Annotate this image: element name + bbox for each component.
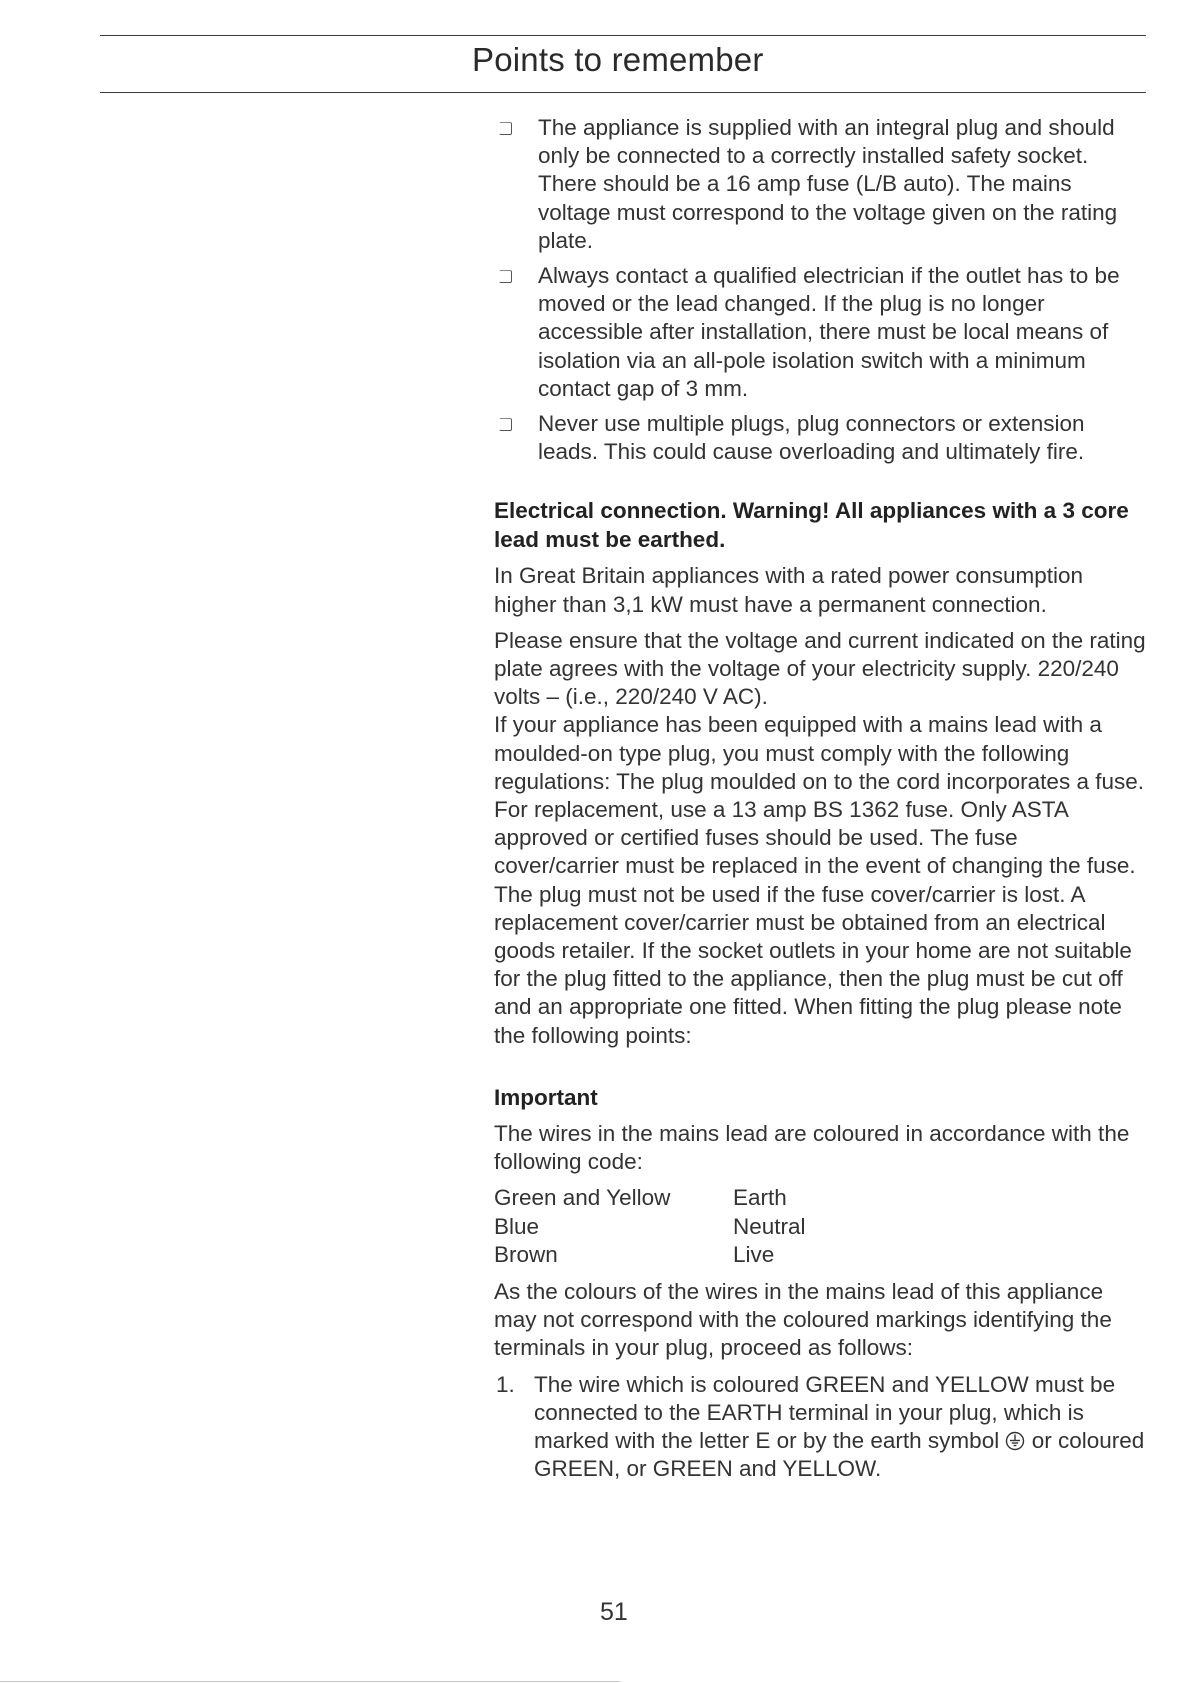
checkbox-bullet-icon xyxy=(499,122,512,135)
numbered-step xyxy=(494,1371,1146,1484)
wire-terminal: Live xyxy=(733,1241,775,1267)
page-number: 51 xyxy=(600,1598,628,1626)
voltage-paragraph: Please ensure that the voltage and current indicated on the rating plate agrees with the voltage of your electricity supply. 220/240 volts – (i.e., 220/240 V AC). xyxy=(494,627,1146,710)
page-title: Points to remember xyxy=(472,41,764,78)
electrical-connection-heading: Electrical connection. Warning! All appliances with a 3 core lead must be earthed. xyxy=(494,498,1129,553)
step-text-after: or coloured GREEN, or GREEN and YELLOW. xyxy=(534,1427,1145,1482)
bullet-text: The appliance is supplied with an integral plug and should only be connected to a correctly installed safety socket. There should be a 16 amp fuse (L/B auto). The mains voltage must correspond to the voltage given on the rating plate. xyxy=(538,115,1118,253)
main-content xyxy=(494,114,1146,1483)
checkbox-bullet-icon xyxy=(499,270,512,283)
wire-terminal: Earth xyxy=(733,1185,787,1211)
bullet-item xyxy=(494,114,1146,255)
wire-colour: Brown xyxy=(494,1241,558,1267)
bullet-text: Always contact a qualified electrician if the outlet has to be moved or the lead changed. If the plug is no longer accessible after installation, there must be local means of isolation via an all-pole isolation switch with a minimum contact gap of 3 mm. xyxy=(538,263,1120,401)
moulded-plug-paragraph: If your appliance has been equipped with a mains lead with a moulded-on type plug, you must comply with the following regulations: The plug moulded on to the cord incorporates a fuse. For replacement, use a 13 amp BS 1362 fuse. Only ASTA approved or certified fuses should be used. The fuse cover/carrier must be replaced in the event of changing the fuse. The plug must not be used if the fuse cover/carrier is lost. A replacement cover/carrier must be obtained from an electrical goods retailer. If the socket outlets in your home are not suitable for the plug fitted to the appliance, then the plug must be cut off and an appropriate one fitted. When fitting the plug please note the following points: xyxy=(494,712,1144,1048)
bullet-text: Never use multiple plugs, plug connectors or extension leads. This could cause overloading and ultimately fire. xyxy=(538,411,1085,465)
scan-edge-line xyxy=(0,1681,620,1682)
earth-symbol-icon xyxy=(1005,1431,1025,1451)
bullet-item xyxy=(494,262,1146,403)
step-text-before: The wire which is coloured GREEN and YELLOW must be connected to the EARTH terminal in your plug, which is marked with the letter E or by the earth symbol xyxy=(534,1371,1116,1453)
checkbox-bullet-icon xyxy=(499,418,512,431)
header-rule-bottom xyxy=(100,92,1146,93)
wire-colour: Blue xyxy=(494,1213,540,1239)
bullet-item xyxy=(494,410,1146,466)
wire-terminal: Neutral xyxy=(733,1213,806,1239)
wire-colour-table xyxy=(494,1184,1146,1269)
step-number: 1. xyxy=(496,1371,515,1397)
important-heading: Important xyxy=(494,1084,598,1110)
great-britain-paragraph: In Great Britain appliances with a rated power consumption higher than 3,1 kW must have a permanent connection. xyxy=(494,563,1084,617)
wire-colours-paragraph: As the colours of the wires in the mains lead of this appliance may not correspond with the coloured markings identifying the terminals in your plug, proceed as follows: xyxy=(494,1278,1112,1361)
wire-code-intro: The wires in the mains lead are coloured in accordance with the following code: xyxy=(494,1120,1130,1175)
wire-colour: Green and Yellow xyxy=(494,1185,671,1211)
